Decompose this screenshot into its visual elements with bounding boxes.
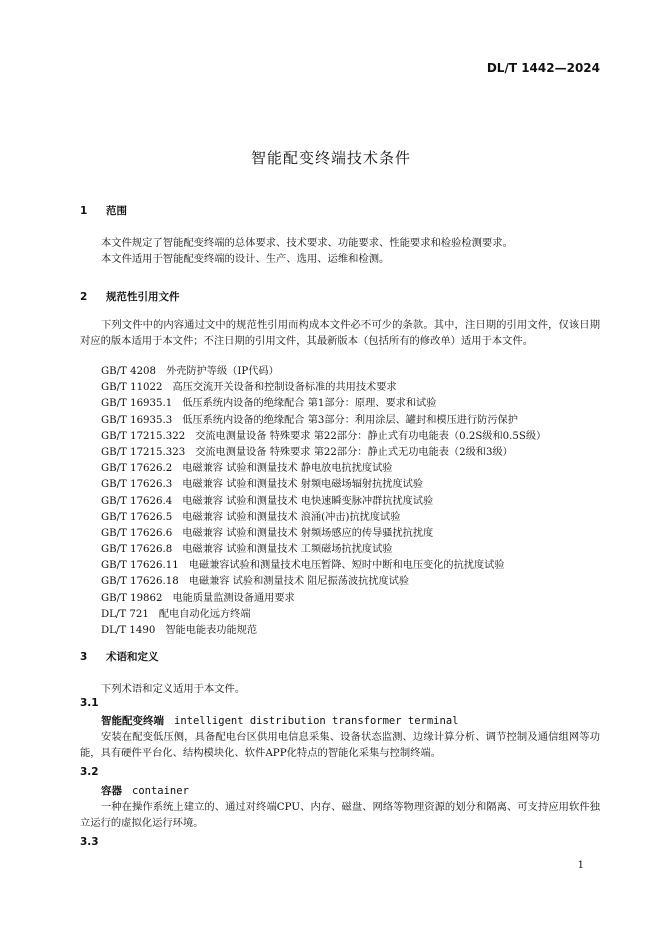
reference-item <box>101 445 621 461</box>
reference-code: DL/T 721 <box>101 608 149 620</box>
reference-item <box>101 477 621 493</box>
reference-code: GB/T 17626.4 <box>101 495 173 507</box>
reference-code: GB/T 16935.3 <box>101 414 173 426</box>
reference-code: GB/T 17626.2 <box>101 463 173 475</box>
term-heading <box>101 713 458 728</box>
document-number: DL/T 1442—2024 <box>486 61 600 75</box>
reference-item <box>101 364 621 380</box>
reference-item <box>101 591 621 607</box>
term-number: 3.3 <box>80 836 99 848</box>
reference-title: 低压系统内设备的绝缘配合 第1部分：原理、要求和试验 <box>182 398 437 410</box>
section-1-paragraph-2: 本文件适用于智能配变终端的设计、生产、选用、运维和检测。 <box>101 253 390 265</box>
reference-title: 智能电能表功能规范 <box>165 625 258 636</box>
page-number: 1 <box>577 860 584 871</box>
reference-title: 电磁兼容试验和测量技术电压暂降、短时中断和电压变化的抗扰度试验 <box>188 560 505 572</box>
reference-title: 电磁兼容 试验和测量技术 工频磁场抗扰度试验 <box>182 544 393 556</box>
reference-title: 低压系统内设备的绝缘配合 第3部分：利用涂层、罐封和模压进行防污保护 <box>182 414 518 426</box>
reference-code: GB/T 17626.18 <box>101 576 179 588</box>
reference-code: GB/T 17626.6 <box>101 527 173 539</box>
reference-code: GB/T 17626.3 <box>101 479 173 491</box>
term-heading <box>101 783 189 798</box>
reference-item <box>101 396 621 412</box>
reference-item <box>101 542 621 558</box>
reference-code: GB/T 17626.5 <box>101 511 173 523</box>
reference-code: GB/T 16935.1 <box>101 398 173 410</box>
term-zh: 容器 <box>101 785 122 797</box>
term-en: intelligent distribution transformer terminal <box>174 715 459 727</box>
reference-item <box>101 574 621 590</box>
reference-title: 电磁兼容 试验和测量技术 射频场感应的传导骚扰抗扰度 <box>182 527 434 539</box>
section-3-heading <box>80 649 159 664</box>
reference-title: 电磁兼容 试验和测量技术 阻尼振荡波抗扰度试验 <box>188 576 410 588</box>
reference-item <box>101 623 621 639</box>
term-number: 3.1 <box>80 697 99 709</box>
section-title: 术语和定义 <box>106 651 159 663</box>
term-zh: 智能配变终端 <box>101 715 164 727</box>
reference-item <box>101 558 621 574</box>
reference-code: GB/T 17215.322 <box>101 430 186 442</box>
term-en: container <box>132 785 189 797</box>
reference-item <box>101 494 621 510</box>
section-number: 1 <box>80 205 88 217</box>
term-number: 3.2 <box>80 766 99 778</box>
reference-code: GB/T 17626.8 <box>101 544 173 556</box>
term-definition: 安装在配变低压侧，具备配电台区供用电信息采集、设备状态监测、边缘计算分析、调节控制及通信组网等功能，具有硬件平台化、结构模块化、软件APP化特点的智能化采集与控制终端。 <box>80 731 600 759</box>
reference-title: 交流电测量设备 特殊要求 第22部分：静止式有功电能表（0.2S级和0.5S级） <box>195 430 547 442</box>
reference-code: DL/T 1490 <box>101 625 156 636</box>
section-number: 3 <box>80 651 88 663</box>
reference-title: 电磁兼容 试验和测量技术 射频电磁场辐射抗扰度试验 <box>182 479 424 491</box>
section-2-heading <box>80 289 180 304</box>
reference-item <box>101 461 621 477</box>
reference-title: 电磁兼容 试验和测量技术 浪涌(冲击)抗扰度试验 <box>182 511 401 523</box>
reference-title: 电磁兼容 试验和测量技术 电快速瞬变脉冲群抗扰度试验 <box>182 495 434 507</box>
section-title: 规范性引用文件 <box>106 291 180 303</box>
reference-item <box>101 607 621 623</box>
section-3-intro: 下列术语和定义适用于本文件。 <box>101 683 246 695</box>
document-title: 智能配变终端技术条件 <box>250 149 411 167</box>
reference-item <box>101 526 621 542</box>
reference-title: 高压交流开关设备和控制设备标准的共用技术要求 <box>172 382 397 394</box>
reference-title: 外壳防护等级（IP代码） <box>166 366 279 377</box>
reference-code: GB/T 17215.323 <box>101 446 186 458</box>
section-2-intro: 下列文件中的内容通过文中的规范性引用而构成本文件必不可少的条款。其中，注日期的引用文件，仅该日期对应的版本适用于本文件；不注日期的引用文件，其最新版本（包括所有的修改单）适用于本文件。 <box>80 319 600 347</box>
reference-item <box>101 380 621 396</box>
section-1-paragraph-1: 本文件规定了智能配变终端的总体要求、技术要求、功能要求、性能要求和检验检测要求。 <box>101 237 513 249</box>
reference-item <box>101 510 621 526</box>
reference-item <box>101 413 621 429</box>
reference-title: 电磁兼容 试验和测量技术 静电放电抗扰度试验 <box>182 463 393 475</box>
reference-code: GB/T 4208 <box>101 366 157 377</box>
reference-code: GB/T 17626.11 <box>101 560 179 572</box>
reference-item <box>101 429 621 445</box>
reference-title: 电能质量监测设备通用要求 <box>172 592 295 604</box>
section-title: 范围 <box>106 205 127 217</box>
reference-title: 交流电测量设备 特殊要求 第22部分：静止式无功电能表（2级和3级） <box>195 446 513 458</box>
reference-code: GB/T 11022 <box>101 382 163 394</box>
reference-list <box>101 364 621 639</box>
term-definition: 一种在操作系统上建立的、通过对终端CPU、内存、磁盘、网络等物理资源的划分和隔离、可支持应用软件独立运行的虚拟化运行环境。 <box>80 801 600 829</box>
reference-code: GB/T 19862 <box>101 592 163 604</box>
reference-title: 配电自动化远方终端 <box>158 608 251 620</box>
section-number: 2 <box>80 291 88 303</box>
section-1-heading <box>80 203 127 218</box>
